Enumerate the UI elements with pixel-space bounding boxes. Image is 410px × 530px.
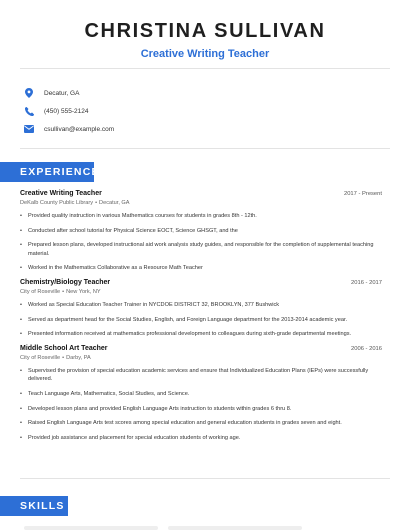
candidate-role: Creative Writing Teacher bbox=[140, 48, 270, 60]
email-icon bbox=[22, 122, 36, 136]
contact-list bbox=[22, 84, 114, 138]
job-title: Creative Writing Teacher bbox=[20, 190, 102, 197]
contact-phone bbox=[22, 102, 114, 120]
job-employer: City of Roseville • Darby, PA bbox=[20, 354, 91, 361]
list-item: • Provided quality instruction in various Mathematics courses for students in grades 8th - 12th. bbox=[20, 212, 382, 221]
experience-divider bbox=[20, 478, 390, 479]
job-bullets bbox=[20, 301, 382, 339]
job-org: City of Roseville bbox=[20, 354, 61, 361]
job-employer: City of Roseville • New York, NY bbox=[20, 288, 101, 295]
experience-list bbox=[20, 190, 382, 448]
list-item: • Supervised the provision of special education academic services and ensure that Individualized Education Plans (IEPs) were successfully delivered. bbox=[20, 367, 382, 384]
contact-email-text: csullivan@example.com bbox=[44, 125, 115, 133]
contact-email bbox=[22, 120, 114, 138]
phone-icon bbox=[22, 104, 36, 118]
job-entry bbox=[20, 345, 382, 443]
job-entry bbox=[20, 279, 382, 339]
list-item: • Worked in the Mathematics Collaborative as a Resource Math Teacher bbox=[20, 264, 382, 273]
job-dates: 2006 - 2016 bbox=[351, 345, 382, 352]
contact-location bbox=[22, 84, 114, 102]
location-pin-icon bbox=[22, 86, 36, 100]
list-item: • Served as department head for the Social Studies, English, and Foreign Language department for the 2013-2014 academic year. bbox=[20, 316, 382, 325]
skill-bar bbox=[24, 526, 158, 530]
list-item: • Developed lesson plans and provided English Language Arts instruction to students within grades 6 thru 8. bbox=[20, 405, 382, 414]
header-divider bbox=[20, 68, 390, 69]
job-title: Chemistry/Biology Teacher bbox=[20, 278, 111, 286]
job-dates: 2017 - Present bbox=[343, 191, 382, 197]
list-item: • Teach Language Arts, Mathematics, Social Studies, and Science. bbox=[20, 390, 382, 399]
job-location: New York, NY bbox=[66, 288, 101, 295]
list-item: • Worked as Special Education Teacher Trainer in NYCDOE DISTRICT 32, BROOKLYN, 377 Bushwick bbox=[20, 301, 382, 310]
job-location: Darby, PA bbox=[66, 354, 91, 361]
list-item: • Conducted after school tutorial for Physical Science EOCT, Science GHSGT, and the bbox=[20, 227, 382, 236]
contact-location-text: Decatur, GA bbox=[44, 89, 80, 97]
job-location: Decatur, GA bbox=[99, 200, 130, 206]
job-title: Middle School Art Teacher bbox=[20, 344, 108, 352]
job-org: City of Roseville bbox=[20, 288, 61, 295]
job-org: DeKalb County Public Library bbox=[20, 200, 94, 206]
list-item: • Raised English Language Arts test scores among special education and general education students in grades seven and eight. bbox=[20, 419, 382, 428]
contact-divider bbox=[20, 148, 390, 149]
list-item: • Presented information received at mathematics professional development to colleagues during sixth-grade departmental meetings. bbox=[20, 330, 382, 339]
candidate-name: CHRISTINA SULLIVAN bbox=[84, 20, 326, 42]
job-employer: DeKalb County Public Library • Decatur, GA bbox=[20, 200, 130, 206]
job-entry bbox=[20, 190, 382, 273]
list-item: • Provided job assistance and placement for special education students of working age. bbox=[20, 434, 382, 443]
list-item: • Prepared lesson plans, developed instructional aid work analysis study guides, and responsible for the completion of supplemental teaching material. bbox=[20, 241, 382, 258]
job-bullets bbox=[20, 212, 382, 273]
resume-header bbox=[0, 0, 410, 60]
experience-section-heading: EXPERIENCE bbox=[0, 162, 94, 182]
contact-phone-text: (450) 555-2124 bbox=[44, 107, 89, 115]
skill-bar bbox=[168, 526, 302, 530]
job-dates: 2016 - 2017 bbox=[351, 279, 382, 286]
skills-section-heading: SKILLS bbox=[0, 496, 68, 516]
job-bullets bbox=[20, 367, 382, 443]
